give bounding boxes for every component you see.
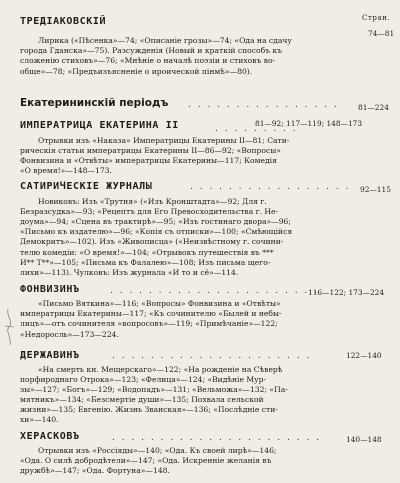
pencil-mark-icon (2, 307, 20, 347)
section-pages-satirical-journals: 92—115 (360, 185, 391, 194)
entry-line: «На смерть кн. Мещерскаго»—122; «На рожденіе на Сѣверѣ (38, 365, 283, 374)
section-title-kheraskov: ХЕРАСКОВЪ (20, 431, 80, 442)
entry-line: жизни»—135; Евгенію. Жизнь Званская»—136; «Послѣдніе сти- (20, 405, 278, 414)
entry-line: Отрывки изъ «Россіяды»—140; «Ода. Къ своей лирѣ»—146; (38, 446, 277, 455)
entry-line: «Ода. О силѣ добродѣтели»—147; «Ода. Искренніе желанія въ (20, 456, 272, 465)
entry-line: Новиковъ: Изъ «Трутня» («Изъ Кронштадта»—92; Для г. (38, 197, 267, 206)
section-title-trediakovsky: ТРЕДІАКОВСКІЙ (20, 16, 107, 27)
entry-line: «Письмо Вяткина»—116; «Вопросы» Фонвизина и «Отвѣты» (38, 299, 281, 308)
section-pages-fonvizin: 116—122; 173—224 (308, 288, 385, 297)
entry-line: рическія статьи императрицы Екатерины II—86—92; «Вопросы» (20, 146, 281, 155)
entry-line: доума»—94; «Сцена въ трактирѣ»—95; «Изъ гостинаго двора»—96; (20, 217, 291, 226)
period-pages: 81—224 (358, 103, 389, 112)
leader-dots: . . . . . . . . . (215, 124, 298, 134)
section-title-derzhavin: ДЕРЖАВИНЪ (20, 350, 80, 361)
entry-line: лицъ»—отъ сочинителя «вопросовъ»—119; «Примѣчаніе»—122; (20, 319, 278, 328)
section-pages-trediakovsky: 74—81 (368, 29, 395, 38)
entry-line: сложенію стиховъ»—76; «Мнѣніе о началѣ поэзіи и стиховъ во- (20, 56, 276, 65)
entry-line: И** Т**»—105; «Письма къ Фалалею»—108; Изъ письма щего- (20, 258, 271, 267)
leader-dots: . . . . . . . . . . . . . . . . . . . . . (112, 351, 312, 361)
period-title: Екатерининскій періодъ (20, 97, 169, 109)
entry-line: мятникъ»—134; «Безсмертіе души»—135; Похвала сельской (20, 395, 264, 404)
entry-line: города Гданска»—75). Разсужденія (Новый и краткій способъ къ (20, 46, 282, 55)
entry-line: обще»—78; «Предъизъясненіе о ироической пінмѣ»—80). (20, 67, 253, 76)
entry-line: Демокритъ»—102). Изъ «Живописца» («Неизвѣстному г. сочини- (20, 237, 284, 246)
entry-line: императрицы Екатерины—117; «Къ сочинителю «Былей и небы- (20, 309, 282, 318)
entry-line: зы»—127; «Богъ»—129; «Водопадъ»—131; «Вельможа»—132; «Па- (20, 385, 288, 394)
entry-line: дружбѣ»—147; «Ода. Фортуна»—148. (20, 466, 170, 475)
leader-dots: . . . . . . . . . . . . . . . . (188, 100, 339, 110)
entry-line: Фонвизина и «Отвѣты» императрицы Екатерины—117; Комедія (20, 156, 277, 165)
section-title-catherine: ИМПЕРАТРИЦА ЕКАТЕРИНА II (20, 120, 179, 131)
section-title-fonvizin: ФОНВИЗИНЪ (20, 284, 80, 295)
entry-line: порфироднаго Отрока»—123; «Фелица»—124; «Видѣніе Мур- (20, 375, 267, 384)
entry-line: «Недоросль»—173—224. (20, 330, 119, 339)
leader-dots: . . . . . . . . . . . . . . . . . . . . . . (110, 286, 320, 296)
page-column-label: Стран. (362, 14, 391, 22)
leader-dots: . . . . . . . . . . . . . . . . . . . . . . (112, 433, 322, 443)
section-pages-catherine: 81—92; 117—119; 148—173 (255, 119, 363, 128)
entry-line: Безразсудка»—93; «Рецептъ для Его Превосходительства г. Не- (20, 207, 279, 216)
entry-line: лихи»—113). Чулковъ: Изъ журнала «И то и сё»—114. (20, 268, 239, 277)
section-pages-kheraskov: 140—148 (346, 435, 382, 444)
entry-line: Лирика («Пѣсенка»—74; «Описаніе грозы»—74; «Ода на сдачу (38, 36, 292, 45)
leader-dots: . . . . . . . . . . . . . . . . . (190, 182, 351, 192)
entry-line: хи»—140. (20, 415, 59, 424)
entry-line: Отрывки изъ «Наказа» Императрицы Екатерины II—81; Сати- (38, 136, 290, 145)
entry-line: «О время!»—148—173. (20, 166, 112, 175)
section-title-satirical-journals: САТИРИЧЕСКІЕ ЖУРНАЛЫ (20, 181, 153, 192)
entry-line: телю комедіи: «О время!»—104; «Отрывокъ путешествія въ *** (20, 248, 274, 257)
entry-line: «Письмо къ издателю»—96; «Копія съ отписки»—100; «Смѣющійся (20, 227, 293, 236)
section-pages-derzhavin: 122—140 (346, 351, 382, 360)
